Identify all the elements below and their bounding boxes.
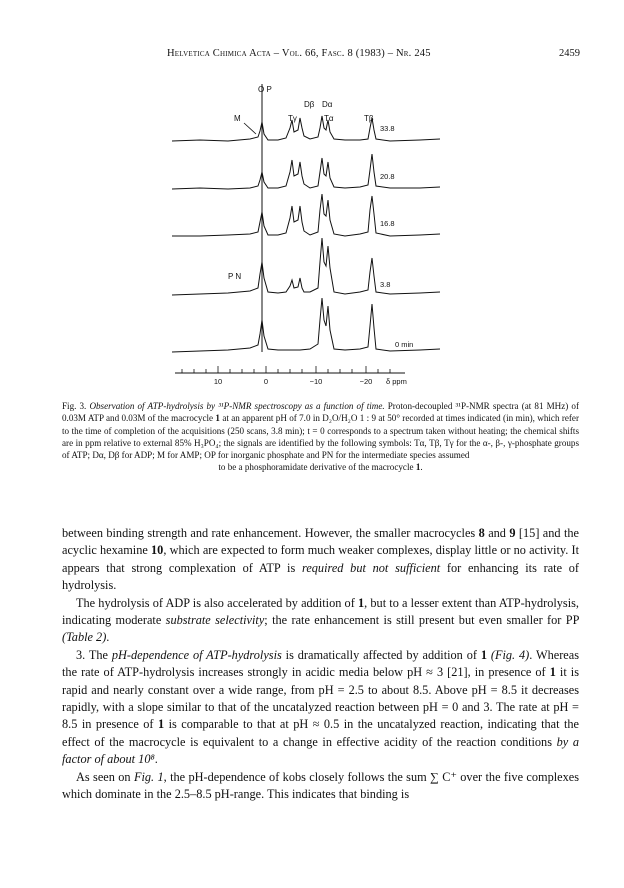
- paragraph-1: [62, 525, 579, 595]
- p3-compound-1c: 1: [157, 717, 165, 732]
- spectrum-trace-20-8: [172, 154, 440, 189]
- p3-text-2: is dramatically affected by addition of: [285, 647, 477, 662]
- p3-emphasis-2: by a factor of about 10⁸: [62, 734, 579, 767]
- ppm-tick-minus-10: −10: [309, 377, 323, 386]
- ppm-tick-10: 10: [213, 377, 223, 386]
- p1-text-5: for enhancing its rate of hydrolysis.: [62, 560, 580, 593]
- nmr-spectra-figure: [0, 0, 624, 400]
- time-label-33-8: 33.8: [380, 124, 395, 133]
- p4-text-1: As seen on: [76, 769, 131, 784]
- time-label-3-8: 3.8: [380, 280, 391, 289]
- p3-text-1: 3. The: [76, 647, 109, 662]
- p3-text-6: .: [154, 752, 158, 767]
- p2-emphasis-1: substrate selectivity: [165, 613, 265, 628]
- caption-text-1: Proton-decoupled ³¹P-NMR spectra (at 81 MHz) of 0.03M ATP and 0.03M of the macrocycle: [62, 401, 579, 424]
- caption-end: .: [420, 462, 423, 473]
- p1-text-1: between binding strength and rate enhancement. However, the smaller macrocycles: [62, 526, 476, 540]
- paragraph-3: [62, 647, 579, 769]
- label-d-beta: Dβ: [304, 100, 315, 109]
- label-m-pointer: [244, 123, 256, 134]
- p4-fig-ref: Fig. 1: [133, 769, 164, 784]
- label-pn: P N: [228, 272, 242, 281]
- p1-emphasis: required but not sufficient: [302, 560, 441, 575]
- label-op: O P: [258, 85, 272, 94]
- caption-text-3: to be a phosphoramidate derivative of the macrocycle: [218, 462, 414, 473]
- label-t-alpha: Tα: [324, 114, 334, 123]
- spectrum-trace-33-8: [172, 116, 440, 141]
- paragraph-2: [62, 595, 579, 647]
- ppm-unit-label: δ ppm: [386, 377, 407, 386]
- caption-compound-ref: 1: [215, 413, 220, 424]
- p3-text-4: it is rapid and nearly constant over a wide range, from pH = 2.5 to about 8.5. Above pH = 8.5 it decreases rapidly, with a slope similar to that of the uncatalyzed reaction between pH = 0 and 3. The rate at pH = 8.5 in presence of: [62, 665, 579, 732]
- caption-fig-number: Fig. 3.: [62, 401, 87, 411]
- p3-compound-1b: 1: [549, 665, 556, 680]
- ppm-axis-ticks: [182, 366, 390, 373]
- paragraph-4: [62, 769, 579, 804]
- caption-text-2: at an apparent pH of 7.0 in D₂O/H₂O 1 : 9 at 50° recorded at times indicated (in min), which refer to the time of completion of the acquisitions (250 scans, 3.8 min); t = 0 corresponds to a spectrum taken without heating; the chemical shifts are in ppm relative to external 85% H₃PO₄; the signals are identified by the following symbols: Tα, Tβ, Tγ for the α-, β-, γ-phosphate groups of ATP; Dα, Dβ for ADP; M for AMP; OP for inorganic phosphate and PN for the intermediate species assumed: [62, 413, 579, 461]
- caption-title: Observation of ATP-hydrolysis by ³¹P-NMR spectroscopy as a function of time.: [89, 401, 385, 411]
- spectrum-trace-16-8: [172, 194, 440, 236]
- page-number: 2459: [559, 48, 580, 59]
- figure-caption: [62, 400, 579, 474]
- label-m: M: [234, 114, 241, 123]
- body-text: [62, 525, 579, 804]
- p3-emphasis-1: pH-dependence of ATP-hydrolysis: [111, 647, 282, 662]
- p1-text-3: [15] and the acyclic hexamine: [62, 526, 579, 558]
- p2-compound-1: 1: [357, 595, 365, 610]
- p2-text-1: The hydrolysis of ADP is also accelerated by addition of: [76, 595, 355, 610]
- p3-text-3: . Whereas the rate of ATP-hydrolysis increases strongly in acidic media below pH ≈ 3 [21], in presence of: [62, 647, 580, 680]
- spectrum-trace-3-8: [172, 238, 440, 295]
- p2-table-ref: (Table 2): [62, 630, 107, 645]
- time-label-0-min: 0 min: [395, 340, 414, 349]
- p2-text-2: , but to a lesser extent than ATP-hydrolysis, indicating moderate: [62, 595, 579, 628]
- ppm-tick-0: 0: [263, 377, 269, 386]
- time-label-20-8: 20.8: [380, 172, 395, 181]
- caption-compound-ref-2: 1: [415, 462, 421, 473]
- label-t-gamma: Tγ: [288, 114, 297, 123]
- label-t-beta: Tβ: [364, 114, 374, 123]
- caption-last-line: [62, 461, 579, 473]
- p1-compound-10: 10: [151, 543, 164, 558]
- p3-fig-ref: (Fig. 4): [490, 647, 530, 662]
- time-label-16-8: 16.8: [380, 219, 395, 228]
- p2-text-4: .: [106, 630, 110, 645]
- p1-text-4: , which are expected to form much weaker complexes, display little or no activity. It appears that strong complexation of ATP is: [62, 543, 579, 575]
- p3-compound-1: 1: [480, 647, 487, 662]
- label-d-alpha: Dα: [322, 100, 333, 109]
- p1-compound-9: 9: [509, 526, 516, 540]
- journal-title: Helvetica Chimica Acta – Vol. 66, Fasc. 8 (1983) – Nr. 245: [167, 48, 431, 59]
- p3-text-5: is comparable to that at pH ≈ 0.5 in the uncatalyzed reaction, indicating that the effect of the macrocycle is equivalent to a change in effective acidity of the reaction conditions: [62, 717, 579, 749]
- p4-text-2: , the pH-dependence of kobs closely follows the sum ∑ C⁺ over the five complexes which dominate in the 2.5–8.5 pH-range. This indicates that binding is: [62, 769, 580, 802]
- p1-compound-8: 8: [478, 526, 485, 540]
- p2-text-3: ; the rate enhancement is still present but even smaller for PP: [264, 613, 579, 628]
- ppm-tick-minus-20: −20: [359, 377, 373, 386]
- p1-text-2: and: [488, 526, 506, 540]
